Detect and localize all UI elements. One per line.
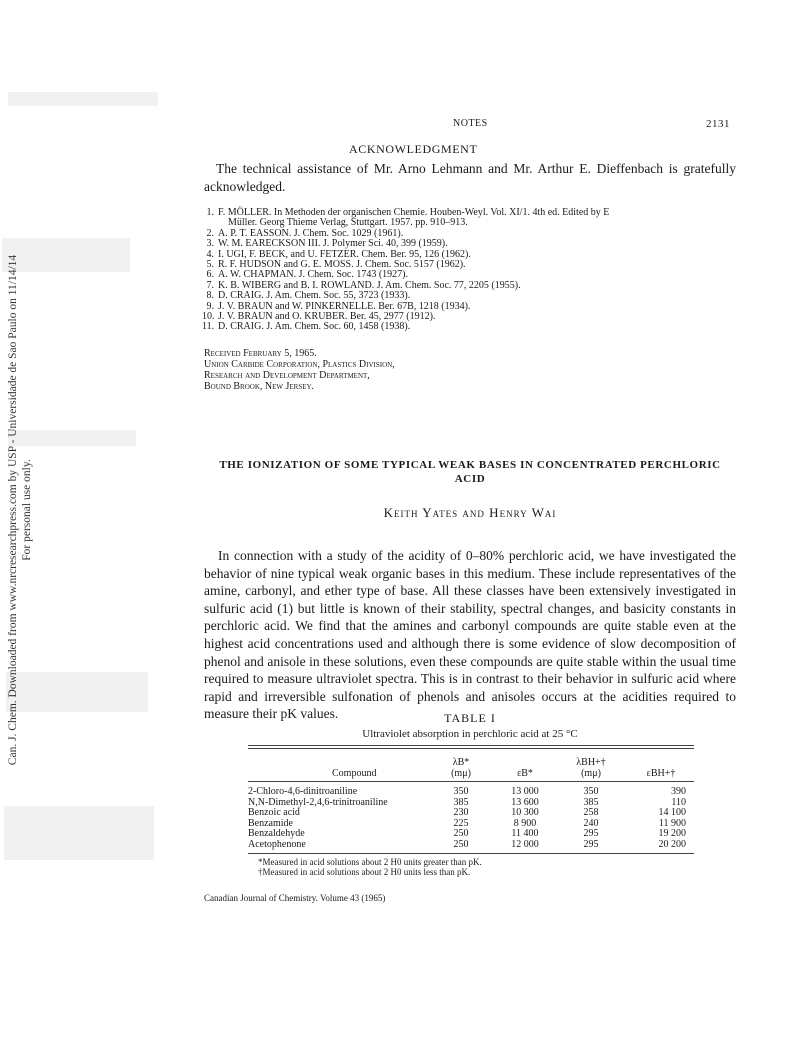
reference-text: J. V. BRAUN and O. KRUBER. Ber. 45, 2977 (1912). bbox=[218, 311, 436, 323]
table-cell-lb: 385 bbox=[453, 796, 469, 808]
table-top-rule bbox=[248, 745, 694, 746]
table-row bbox=[248, 798, 694, 809]
table-cell-lb: 250 bbox=[453, 828, 469, 839]
reference-item bbox=[202, 322, 742, 332]
reference-number: 3. bbox=[206, 238, 214, 250]
table-cell-lb: 225 bbox=[453, 817, 469, 829]
table-cell-lbh: 385 bbox=[583, 796, 599, 808]
reference-number: 9. bbox=[206, 300, 214, 312]
scan-smudge bbox=[8, 92, 158, 106]
reference-number: 2. bbox=[206, 227, 214, 239]
reference-text: A. P. T. EASSON. J. Chem. Soc. 1029 (1961). bbox=[218, 227, 404, 239]
table-cell-compound: Benzaldehyde bbox=[248, 828, 305, 839]
reference-number: 10. bbox=[202, 311, 215, 323]
reference-text: D. CRAIG. J. Am. Chem. Soc. 55, 3723 (1933). bbox=[218, 290, 411, 302]
side-watermark bbox=[0, 210, 40, 810]
reference-number: 7. bbox=[206, 279, 214, 291]
table-row bbox=[248, 840, 694, 851]
table-row bbox=[248, 808, 694, 819]
reference-text: R. F. HUDSON and G. E. MOSS. J. Chem. Soc. 5157 (1962). bbox=[218, 259, 466, 271]
table-footnotes bbox=[258, 857, 482, 877]
table-cell-eb: 13 000 bbox=[511, 786, 539, 797]
acknowledgment-title: ACKNOWLEDGMENT bbox=[349, 142, 478, 156]
table-body bbox=[248, 787, 694, 850]
reference-text: J. V. BRAUN and W. PINKERNELLE. Ber. 67B, 1218 (1934). bbox=[218, 300, 471, 312]
reference-number: 5. bbox=[206, 259, 214, 271]
reference-number: 8. bbox=[206, 290, 214, 302]
reference-text: I. UGI, F. BECK, and U. FETZER. Chem. Ber. 95, 126 (1962). bbox=[218, 248, 471, 260]
article-title bbox=[204, 458, 736, 486]
side-watermark-text bbox=[6, 255, 34, 765]
received-location: Bound Brook, New Jersey. bbox=[204, 381, 315, 392]
received-department: Research and Development Department, bbox=[204, 370, 370, 381]
table-label: TABLE I bbox=[444, 711, 496, 725]
journal-footer: Canadian Journal of Chemistry. Volume 43 (1965) bbox=[204, 893, 386, 903]
table-caption: Ultraviolet absorption in perchloric acid at 25 °C bbox=[362, 728, 578, 740]
header-lambda-bh-unit: (mμ) bbox=[581, 768, 601, 779]
article-authors: Keith Yates and Henry Wai bbox=[383, 505, 557, 520]
table-cell-ebh: 110 bbox=[671, 796, 686, 808]
received-block bbox=[204, 348, 395, 392]
table-bottom-rule bbox=[248, 853, 694, 854]
reference-number: 6. bbox=[206, 269, 214, 281]
table-cell-lbh: 295 bbox=[583, 838, 599, 850]
table-cell-compound: N,N-Dimethyl-2,4,6-trinitroaniline bbox=[248, 796, 388, 808]
header-lambda-b: λB* bbox=[452, 757, 470, 768]
table-cell-lbh: 240 bbox=[583, 817, 599, 829]
table-cell-ebh: 20 200 bbox=[658, 838, 686, 850]
table-cell-lb: 250 bbox=[453, 838, 469, 850]
table-cell-eb: 8 900 bbox=[513, 817, 537, 829]
table-row bbox=[248, 829, 694, 840]
article-body: In connection with a study of the acidity of 0–80% perchloric acid, we have investigated the behavior of nine typical weak organic bases in this medium. These include representatives of the amine, carbonyl, and ether type of base. All these classes have been extensively investigated in sulfuric acid (1) but little is known of their stability, spectral changes, and basicity constants in perchloric acid. We find that the amines and carbonyl compounds are quite stable even at the highest acid concentrations used and although there is some evidence of slow decomposition of phenol and anisole in these solutions, even these compounds are quite stable within the usual time required to measure ultraviolet spectra. This is in contrast to their behavior in sulfuric acid where rapid and irreversible sulfonation of phenols and anisoles occurs at the acidities required to measure their pK values. bbox=[204, 548, 736, 722]
table-footnote-2: †Measured in acid solutions about 2 H0 units less than pK. bbox=[258, 867, 471, 877]
header-lambda-bh: λBH+† bbox=[576, 757, 606, 768]
table-cell-lb: 350 bbox=[453, 786, 469, 797]
side-watermark-line2: For personal use only. bbox=[21, 459, 33, 561]
header-eps-b: εB* bbox=[517, 768, 533, 779]
received-affiliation: Union Carbide Corporation, Plastics Division, bbox=[204, 359, 395, 370]
table-cell-eb: 13 600 bbox=[511, 796, 539, 808]
table-footnote-1: *Measured in acid solutions about 2 H0 units greater than pK. bbox=[258, 857, 482, 867]
table-cell-eb: 11 400 bbox=[511, 828, 539, 839]
table-cell-lb: 230 bbox=[453, 807, 469, 818]
table-cell-compound: Benzoic acid bbox=[248, 807, 300, 818]
header-lambda-b-unit: (mμ) bbox=[451, 768, 471, 779]
reference-text: F. MÖLLER. In Methoden der organischen Chemie. Houben-Weyl. Vol. XI/1. 4th ed. Edited by E bbox=[218, 207, 610, 218]
table-cell-ebh: 14 100 bbox=[658, 807, 686, 818]
reference-number: 4. bbox=[206, 248, 214, 260]
table-cell-lbh: 258 bbox=[583, 807, 599, 818]
table-cell-lbh: 295 bbox=[583, 828, 599, 839]
header-compound: Compound bbox=[332, 768, 377, 779]
table-cell-compound: 2-Chloro-4,6-dinitroaniline bbox=[248, 786, 358, 797]
article-title-line1: THE IONIZATION OF SOME TYPICAL WEAK BASES IN CONCENTRATED PERCHLORIC bbox=[219, 459, 721, 471]
page-number: 2131 bbox=[706, 118, 730, 130]
table-row bbox=[248, 787, 694, 798]
reference-text: K. B. WIBERG and B. I. ROWLAND. J. Am. Chem. Soc. 77, 2205 (1955). bbox=[218, 279, 521, 291]
reference-list bbox=[202, 208, 742, 333]
table-cell-compound: Acetophenone bbox=[248, 838, 306, 850]
table-cell-ebh: 19 200 bbox=[658, 828, 686, 839]
table-cell-eb: 12 000 bbox=[511, 838, 539, 850]
table-header-rule bbox=[248, 781, 694, 782]
received-date: Received February 5, 1965. bbox=[204, 348, 317, 359]
table-cell-lbh: 350 bbox=[583, 786, 599, 797]
reference-text: Müller. Georg Thieme Verlag, Stuttgart. 1957. pp. 910–913. bbox=[228, 217, 468, 229]
table-cell-compound: Benzamide bbox=[248, 817, 293, 829]
scan-smudge bbox=[4, 806, 154, 860]
reference-text: D. CRAIG. J. Am. Chem. Soc. 60, 1458 (1938). bbox=[218, 321, 411, 333]
article-title-line2: ACID bbox=[454, 473, 486, 485]
reference-number: 1. bbox=[206, 207, 214, 218]
table-cell-eb: 10 300 bbox=[511, 807, 539, 818]
side-watermark-line1: Can. J. Chem. Downloaded from www.nrcresearchpress.com by USP - Universidade de Sao Paulo on 11/14/14 bbox=[7, 254, 19, 766]
reference-number: 11. bbox=[202, 321, 215, 333]
table-cell-ebh: 390 bbox=[671, 786, 686, 797]
reference-text: A. W. CHAPMAN. J. Chem. Soc. 1743 (1927). bbox=[218, 269, 409, 281]
table-cell-ebh: 11 900 bbox=[658, 817, 686, 829]
header-eps-bh: εBH+† bbox=[646, 768, 676, 779]
running-header-section: NOTES bbox=[453, 118, 488, 129]
reference-text: W. M. EARECKSON III. J. Polymer Sci. 40, 399 (1959). bbox=[218, 238, 448, 250]
table-row bbox=[248, 819, 694, 830]
acknowledgment-text: The technical assistance of Mr. Arno Lehmann and Mr. Arthur E. Dieffenbach is gratefully acknowledged. bbox=[204, 161, 736, 194]
table-top-rule-double bbox=[248, 748, 694, 749]
